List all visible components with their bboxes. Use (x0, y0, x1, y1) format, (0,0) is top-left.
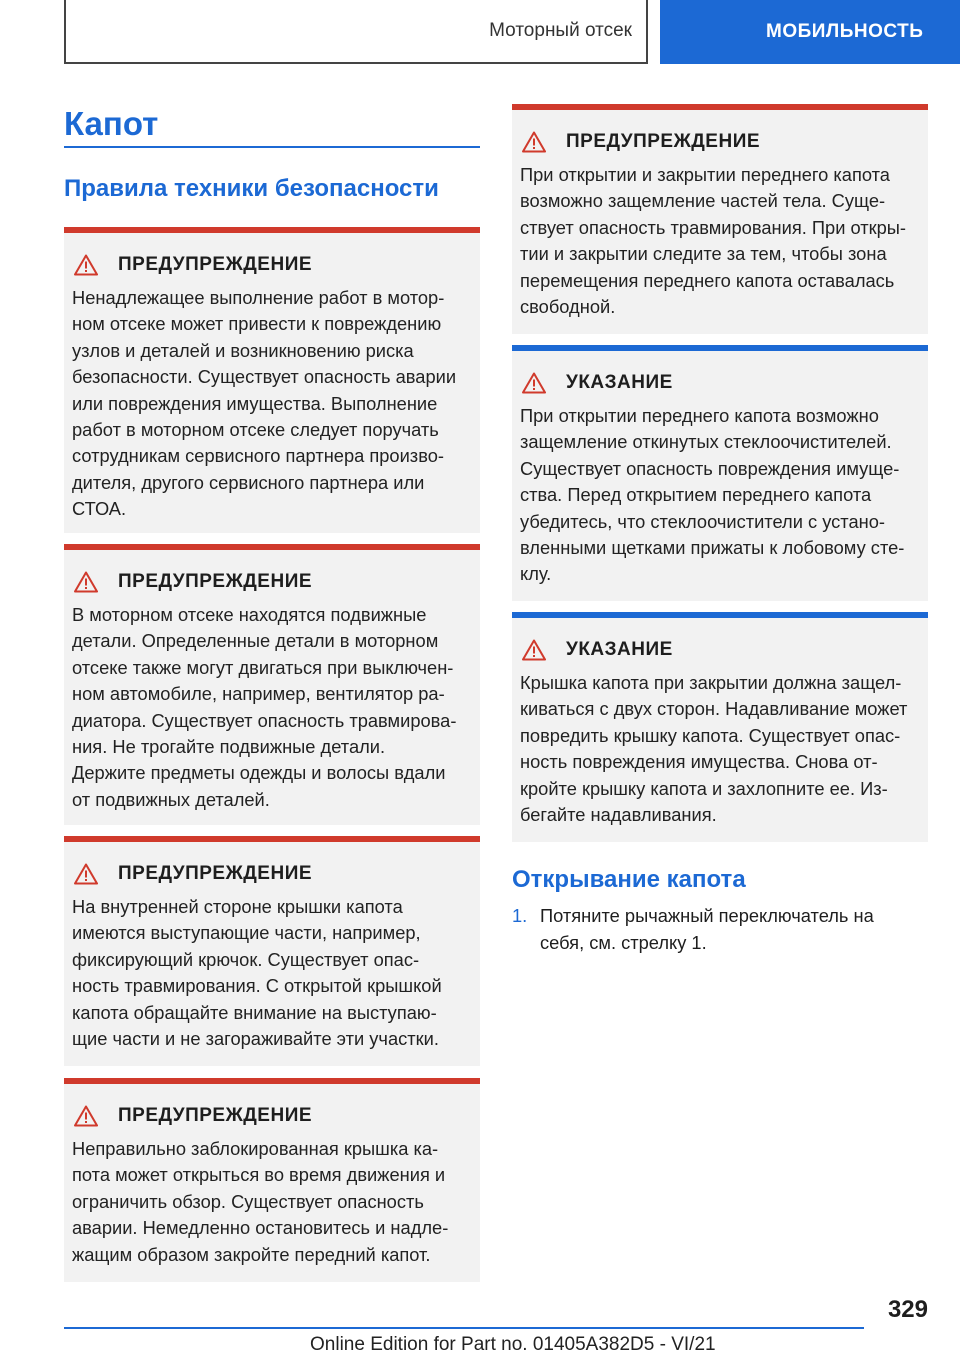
page-number: 329 (887, 1296, 928, 1323)
notice-line: СТОА. (72, 498, 127, 520)
notice-line: ства. Перед открытием переднего капота (520, 484, 872, 506)
notice-line: ность травмирования. С открытой крышкой (72, 975, 442, 997)
notice-line: Держите предметы одежды и волосы вдали (72, 762, 446, 784)
caution-notice-2 (512, 612, 928, 842)
notice-line: Крышка капота при закрытии должна защел- (520, 672, 902, 693)
step-item (512, 902, 928, 956)
warning-notice-3 (64, 836, 480, 1066)
footer-edition: Online Edition for Part no. 01405A382D5 - VI/21 (310, 1334, 716, 1355)
notice-line: ном отсеке может привести к повреждению (72, 313, 442, 335)
notice-line: В моторном отсеке находятся подвижные (72, 604, 427, 625)
step-text (540, 902, 874, 956)
notice-line: дителя, другого сервисного партнера или (72, 471, 425, 493)
warning-triangle-icon (74, 1105, 98, 1127)
notice-title: ПРЕДУПРЕЖДЕНИЕ (118, 1105, 313, 1126)
notice-line: Ненадлежащее выполнение работ в мотор- (72, 287, 445, 308)
step-number: 1. (512, 905, 528, 926)
notice-text (72, 894, 472, 1052)
footer-divider (64, 1327, 864, 1329)
notice-line: имеются выступающие части, например, (72, 922, 421, 944)
notice-text (72, 285, 472, 523)
notice-line: аварии. Немедленно остановитесь и надле- (72, 1217, 449, 1239)
warning-notice-5 (512, 104, 928, 334)
chapter-tab (660, 0, 960, 64)
notice-line: киваться с двух сторон. Надавливание может (520, 698, 908, 720)
notice-line: вленными щетками прижаты к лобовому сте- (520, 537, 905, 559)
warning-notice-1 (64, 227, 480, 533)
notice-line: На внутренней стороне крышки капота (72, 896, 403, 917)
notice-line: щие части и не загораживайте эти участки. (72, 1028, 439, 1050)
step-line: Потяните рычажный переключатель на (540, 905, 874, 926)
section-title: Моторный отсек (489, 20, 632, 41)
notice-title: ПРЕДУПРЕЖДЕНИЕ (118, 863, 313, 884)
notice-line: Существует опасность повреждения имуще- (520, 457, 900, 479)
notice-text (520, 403, 920, 588)
notice-line: кройте крышку капота и захлопните ее. Из- (520, 777, 888, 799)
notice-line: возможно защемление частей тела. Суще- (520, 190, 886, 212)
notice-line: ствует опасность травмирования. При откры- (520, 216, 907, 238)
notice-title: УКАЗАНИЕ (566, 639, 673, 660)
notice-text (520, 162, 920, 320)
notice-title: УКАЗАНИЕ (566, 372, 673, 393)
notice-line: тии и закрытии следите за тем, чтобы зона (520, 243, 887, 265)
notice-line: работ в моторном отсеке следует поручать (72, 419, 439, 441)
notice-line: ограничить обзор. Существует опасность (72, 1190, 424, 1212)
notice-text (72, 602, 472, 813)
notice-line: узлов и деталей и возникновению риска (72, 339, 414, 361)
section-subtitle: Правила техники безопасности (64, 175, 439, 202)
notice-line: сотрудникам сервисного партнера произво- (72, 445, 444, 467)
notice-line: перемещения переднего капота оставалась (520, 269, 895, 291)
warning-notice-2 (64, 544, 480, 825)
notice-line: от подвижных деталей. (72, 788, 270, 810)
notice-title: ПРЕДУПРЕЖДЕНИЕ (566, 131, 761, 152)
warning-notice-4 (64, 1078, 480, 1282)
caution-notice-1 (512, 345, 928, 601)
notice-line: защемление откинутых стеклоочистителей. (520, 431, 892, 453)
notice-line: ном автомобиле, например, вентилятор ра- (72, 683, 445, 705)
notice-line: безопасности. Существует опасность аварии (72, 366, 457, 388)
notice-line: фиксирующий крючок. Существует опас- (72, 948, 420, 970)
notice-line: повредить крышку капота. Существует опас- (520, 724, 901, 746)
warning-triangle-icon (74, 254, 98, 276)
notice-line: При открытии переднего капота возможно (520, 405, 879, 426)
notice-line: клу. (520, 563, 552, 585)
notice-line: Неправильно заблокированная крышка ка- (72, 1138, 439, 1159)
notice-line: свободной. (520, 296, 616, 318)
notice-line: убедитесь, что стеклоочистители с устано- (520, 510, 885, 532)
title-divider (64, 146, 480, 148)
notice-text (520, 670, 920, 828)
warning-triangle-icon (74, 863, 98, 885)
notice-line: ния. Не трогайте подвижные детали. (72, 736, 386, 758)
warning-triangle-icon (74, 571, 98, 593)
notice-line: ность повреждения имущества. Снова от- (520, 751, 878, 773)
left-column (64, 104, 480, 1282)
page-title: Капот (64, 105, 159, 142)
warning-triangle-icon (522, 639, 546, 661)
notice-line: бегайте надавливания. (520, 804, 717, 826)
step-line: себя, см. стрелку 1. (540, 932, 707, 953)
notice-line: или повреждения имущества. Выполнение (72, 392, 438, 414)
notice-title: ПРЕДУПРЕЖДЕНИЕ (118, 254, 313, 275)
notice-title: ПРЕДУПРЕЖДЕНИЕ (118, 571, 313, 592)
notice-line: отсеке также могут двигаться при выключен- (72, 656, 454, 678)
notice-text (72, 1136, 472, 1268)
opening-heading: Открывание капота (512, 866, 746, 893)
notice-line: При открытии и закрытии переднего капота (520, 164, 890, 185)
notice-line: жащим образом закройте передний капот. (72, 1243, 431, 1265)
notice-line: детали. Определенные детали в моторном (72, 630, 439, 652)
warning-triangle-icon (522, 372, 546, 394)
notice-line: диатора. Существует опасность травмирова- (72, 709, 457, 731)
chapter-title: МОБИЛЬНОСТЬ (766, 21, 924, 42)
warning-triangle-icon (522, 131, 546, 153)
notice-line: капота обращайте внимание на выступаю- (72, 1001, 437, 1023)
right-column (512, 104, 928, 956)
section-tab (64, 0, 648, 64)
notice-line: пота может открыться во время движения и (72, 1164, 446, 1186)
